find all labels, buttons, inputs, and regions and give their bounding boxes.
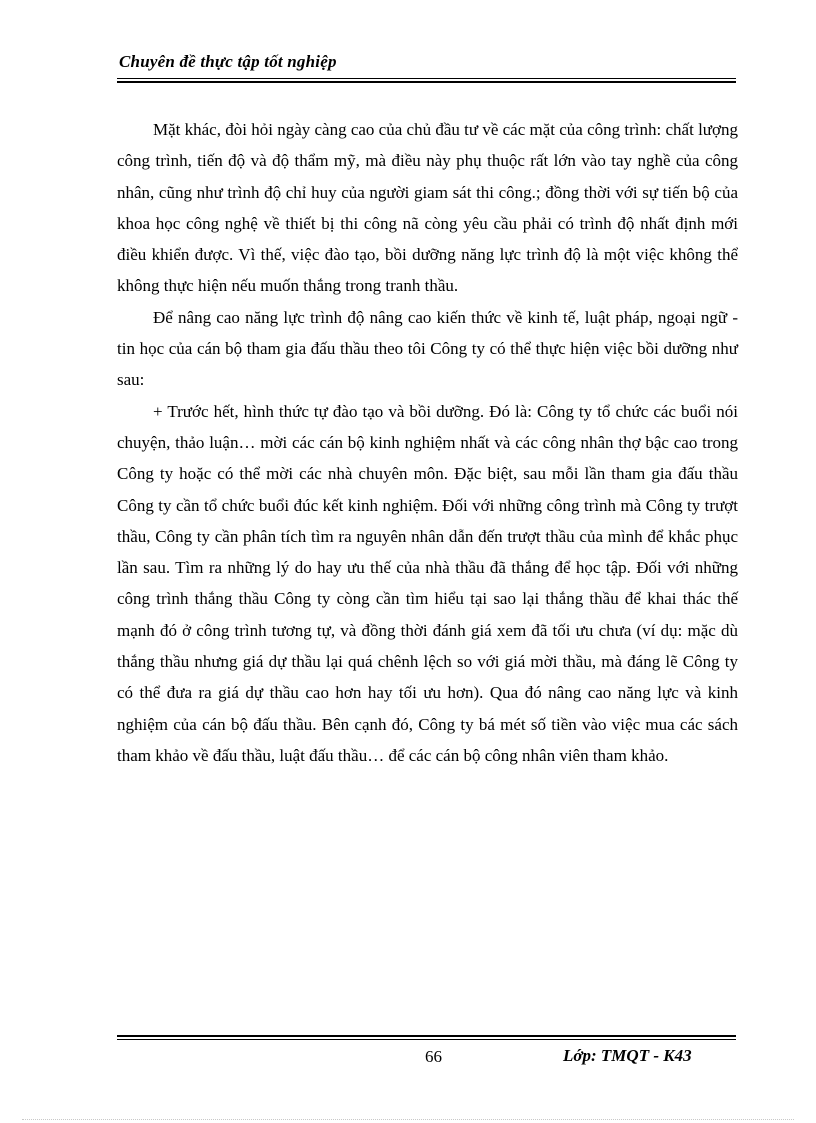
- header-title: Chuyên đề thực tập tốt nghiệp: [119, 52, 337, 71]
- paragraph: + Trước hết, hình thức tự đào tạo và bồi dưỡng. Đó là: Công ty tổ chức các buổi nói chuyện, thảo luận… mời các cán bộ kinh nghiệm nhất và các công nhân thợ bậc cao trong Công ty hoặc có thể mời các nhà chuyên môn. Đặc biệt, sau mỗi lần tham gia đấu thầu Công ty cần tổ chức buổi đúc kết kinh nghiệm. Đối với những công trình mà Công ty trượt thầu, Công ty cần phân tích tìm ra nguyên nhân dẫn đến trượt thầu của mình để khắc phục lần sau. Tìm ra những lý do hay ưu thế của nhà thầu đã thắng để học tập. Đối với những công trình thắng thầu Công ty còng cần tìm hiểu tại sao lại thắng thầu để khai thác thế mạnh đó ở công trình tương tự, và đồng thời đánh giá xem đã tối ưu chưa (ví dụ: mặc dù thắng thầu nhưng giá dự thầu lại quá chênh lệch so với giá mời thầu, mà đáng lẽ Công ty có thể đưa ra giá dự thầu cao hơn hay tối ưu hơn). Qua đó nâng cao năng lực và kinh nghiệm của cán bộ đấu thầu. Bên cạnh đó, Công ty bá mét số tiền vào việc mua các sách tham khảo về đấu thầu, luật đấu thầu… để các cán bộ công nhân viên tham khảo.: [117, 401, 738, 765]
- paragraph: Để nâng cao năng lực trình độ nâng cao kiến thức về kinh tế, luật pháp, ngoại ngữ - tin học của cán bộ tham gia đấu thầu theo tôi Công ty có thể thực hiện việc bồi dưỡng như sau:: [117, 307, 738, 390]
- page-number: 66: [425, 1047, 442, 1066]
- header-rule-thick: [117, 81, 736, 83]
- class-label: Lớp: TMQT - K43: [563, 1046, 692, 1065]
- footer-rule-thick: [117, 1035, 736, 1037]
- footer-rule: [117, 1039, 736, 1040]
- page-bottom-divider: [22, 1119, 794, 1120]
- paragraph: Mặt khác, đòi hỏi ngày càng cao của chủ đầu tư về các mặt của công trình: chất lượng công trình, tiến độ và độ thẩm mỹ, mà điều này phụ thuộc rất lớn vào tay nghề của công nhân, cũng như trình độ chỉ huy của người giam sát thi công.; đồng thời với sự tiến bộ của khoa học công nghệ về thiết bị thi công nã còng yêu cầu phải có trình độ nhất định mới điều khiển được. Vì thế, việc đào tạo, bồi dưỡng năng lực trình độ là một việc không thể không thực hiện nếu muốn thắng trong tranh thầu.: [117, 120, 738, 296]
- header-rule: [117, 78, 736, 79]
- body-text: [117, 114, 738, 771]
